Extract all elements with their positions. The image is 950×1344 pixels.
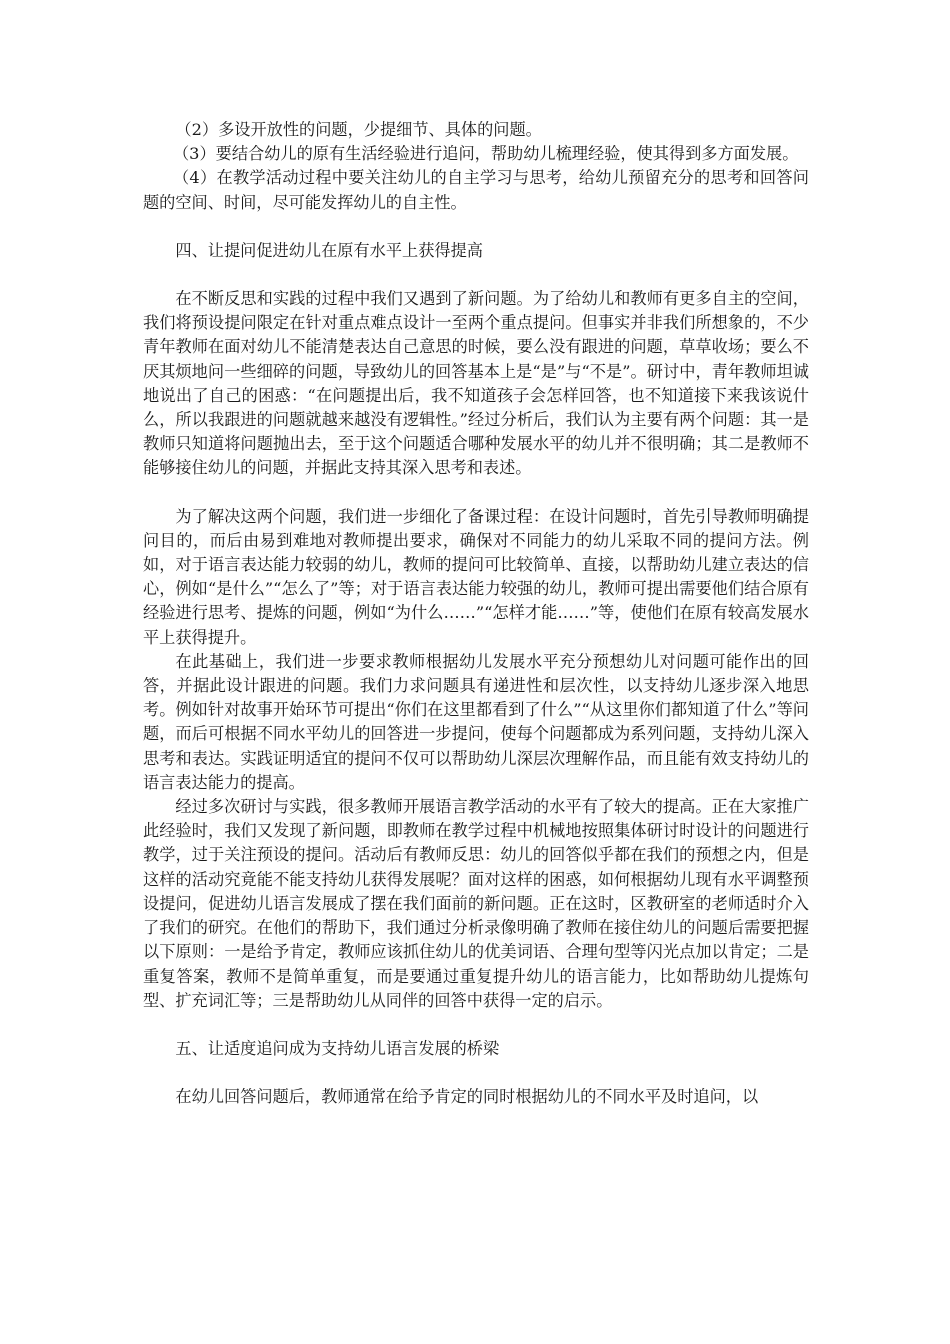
paragraph-point-2: （2）多设开放性的问题，少提细节、具体的问题。 xyxy=(175,120,542,139)
paragraph-practice: 经过多次研讨与实践，很多教师开展语言教学活动的水平有了较大的提高。正在大家推广此经验时，我们又发现了新问题，即教师在教学过程中机械地按照集体研讨时设计的问题进行教学，过于关注预设的提问。活动后有教师反思：幼儿的回答似乎都在我们的预想之内，但是这样的活动究竟能不能支持幼儿获得发展呢？面对这样的困惑，如何根据幼儿现有水平调整预设提问，促进幼儿语言发展成了摆在我们面前的新问题。正在这时，区教研室的老师适时介入了我们的研究。在他们的帮助下，我们通过分析录像明确了教师在接住幼儿的问题后需要把握以下原则：一是给予肯定，教师应该抓住幼儿的优美词语、合理句型等闪光点加以肯定；二是重复答案，教师不是简单重复，而是要通过重复提升幼儿的语言能力，比如帮助幼儿提炼句型、扩充词汇等；三是帮助幼儿从同伴的回答中获得一定的启示。 xyxy=(143,797,809,1010)
paragraph-follow-up: 在此基础上，我们进一步要求教师根据幼儿发展水平充分预想幼儿对问题可能作出的回答，并据此设计跟进的问题。我们力求问题具有递进性和层次性，以支持幼儿逐步深入地思考。例如针对故事开始环节可提出“你们在这里都看到了什么”“从这里你们都知道了什么”等问题，而后可根据不同水平幼儿的回答进一步提问，使每个问题都成为系列问题，支持幼儿深入思考和表达。实践证明适宜的提问不仅可以帮助幼儿深层次理解作品，而且能有效支持幼儿的语言表达能力的提高。 xyxy=(143,651,809,792)
document-page xyxy=(143,118,809,1109)
section-heading-4: 四、让提问促进幼儿在原有水平上获得提高 xyxy=(175,240,483,260)
paragraph-solution: 为了解决这两个问题，我们进一步细化了备课过程：在设计问题时，首先引导教师明确提问目的，而后由易到难地对教师提出要求，确保对不同能力的幼儿采取不同的提问方法。例如，对于语言表达能力较弱的幼儿，教师的提问可比较简单、直接，以帮助幼儿建立表达的信心，例如“是什么”“怎么了”等；对于语言表达能力较强的幼儿，教师可提出需要他们结合原有经验进行思考、提炼的问题，例如“为什么……”“怎样才能……”等，使他们在原有较高发展水平上获得提升。 xyxy=(143,506,809,647)
paragraph-reflection: 在不断反思和实践的过程中我们又遇到了新问题。为了给幼儿和教师有更多自主的空间，我们将预设提问限定在针对重点难点设计一至两个重点提问。但事实并非我们所想象的，不少青年教师在面对幼儿不能清楚表达自己意思的时候，要么没有跟进的问题，草草收场；要么不厌其烦地问一些细碎的问题，导致幼儿的回答基本上是“是”与“不是”。研讨中，青年教师坦诚地说出了自己的困惑：“在问题提出后，我不知道孩子会怎样回答，也不知道接下来我该说什么，所以我跟进的问题就越来越没有逻辑性。”经过分析后，我们认为主要有两个问题：其一是教师只知道将问题抛出去，至于这个问题适合哪种发展水平的幼儿并不很明确；其二是教师不能够接住幼儿的问题，并据此支持其深入思考和表述。 xyxy=(143,289,809,478)
spacer xyxy=(143,215,809,239)
paragraph-questioning: 在幼儿回答问题后，教师通常在给予肯定的同时根据幼儿的不同水平及时追问，以 xyxy=(175,1087,759,1107)
spacer xyxy=(143,1013,809,1037)
paragraph-point-4: （4）在教学活动过程中要关注幼儿的自主学习与思考，给幼儿预留充分的思考和回答问题的空间、时间，尽可能发挥幼儿的自主性。 xyxy=(143,168,809,212)
section-heading-5: 五、让适度追问成为支持幼儿语言发展的桥梁 xyxy=(175,1038,500,1058)
spacer xyxy=(143,481,809,505)
spacer xyxy=(143,1061,809,1085)
paragraph-point-3: （3）要结合幼儿的原有生活经验进行追问，帮助幼儿梳理经验，使其得到多方面发展。 xyxy=(172,144,799,164)
spacer xyxy=(143,263,809,287)
